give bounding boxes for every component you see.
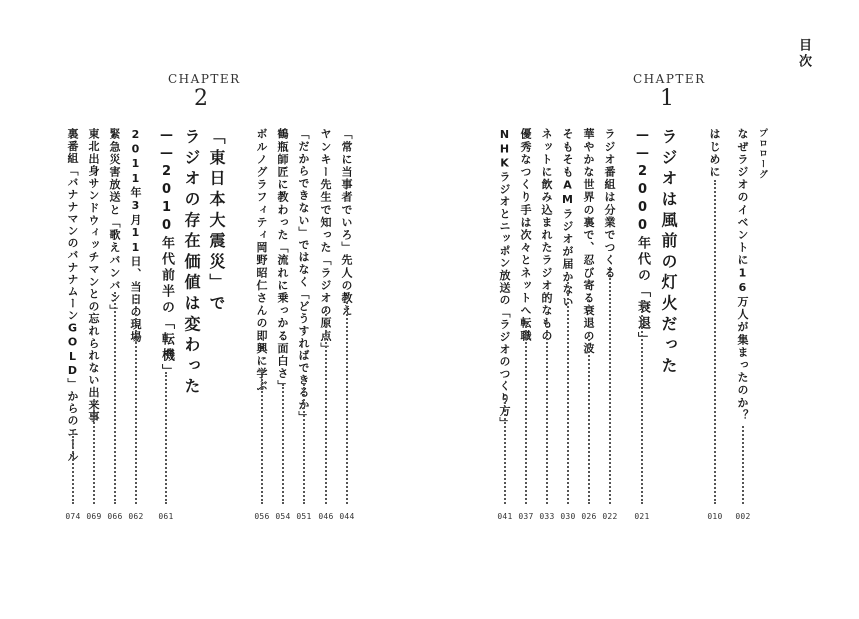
ch1-entry-3-page: 030 <box>560 512 576 521</box>
ch2-entry-4-dots <box>72 436 74 504</box>
ch1-extra-4-page: 054 <box>275 512 291 521</box>
toc-title: 目次 <box>796 38 811 70</box>
chapter-2-label: CHAPTER <box>168 72 241 86</box>
ch2-entry-2-dots <box>114 292 116 504</box>
ch1-entry-6-page: 041 <box>497 512 513 521</box>
ch2-entry-2: 緊急災害放送と「歌えバンバン」 <box>108 128 121 317</box>
ch2-entry-1-page: 062 <box>128 512 144 521</box>
ch1-entry-1-dots <box>609 267 611 504</box>
intro-title: はじめに <box>708 128 721 179</box>
chapter-2-subtitle-dots <box>165 372 167 504</box>
ch1-extra-4-dots <box>282 384 284 504</box>
ch1-entry-4: ネットに飲み込まれたラジオ的なもの <box>540 128 553 343</box>
ch1-entry-6-dots <box>504 394 506 504</box>
ch1-entry-4-page: 033 <box>539 512 555 521</box>
ch1-entry-3-dots <box>567 282 569 504</box>
ch2-entry-3-page: 069 <box>86 512 102 521</box>
ch1-extra-2: ヤンキー先生で知った「ラジオの原点」 <box>319 128 332 355</box>
chapter-1-label: CHAPTER <box>633 72 706 86</box>
ch1-extra-5-page: 056 <box>254 512 270 521</box>
chapter-2-subtitle: ——2010年代前半の「転機」 <box>159 128 174 380</box>
prologue-label: プロローグ <box>757 128 767 180</box>
chapter-1-subtitle: ——2000年代の「衰退」 <box>635 128 650 348</box>
ch2-entry-4-page: 074 <box>65 512 81 521</box>
chapter-2-heading-line-1: 「東日本大震災」で <box>207 128 226 316</box>
ch2-entry-3: 東北出身サンドウィッチマンとの忘れられない出来事 <box>87 128 100 424</box>
chapter-1-heading: ラジオは風前の灯火だった <box>659 128 678 378</box>
ch1-entry-5-dots <box>525 322 527 504</box>
ch1-extra-4: 鶴瓶師匠に教わった「流れに乗っかる面白さ」 <box>276 128 289 393</box>
ch2-entry-3-dots <box>93 410 95 504</box>
ch1-entry-1-page: 022 <box>602 512 618 521</box>
ch1-extra-3-page: 051 <box>296 512 312 521</box>
ch1-entry-5-page: 037 <box>518 512 534 521</box>
intro-page: 010 <box>707 512 723 521</box>
chapter-1-subtitle-page: 021 <box>634 512 650 521</box>
chapter-1-number: 1 <box>660 86 674 111</box>
ch1-extra-1-dots <box>346 297 348 504</box>
intro-dots <box>714 180 716 504</box>
ch2-entry-4: 裏番組「バナナマンのバナナムーンGOLD」からのエール <box>66 128 79 463</box>
ch2-entry-1: 2011年3月11日、当日の現場 <box>129 128 142 344</box>
ch1-extra-5-dots <box>261 372 263 504</box>
ch1-extra-2-page: 046 <box>318 512 334 521</box>
ch2-entry-2-page: 066 <box>107 512 123 521</box>
ch1-extra-3-dots <box>303 384 305 504</box>
ch1-extra-1-page: 044 <box>339 512 355 521</box>
chapter-1-subtitle-dots <box>641 300 643 504</box>
ch1-extra-5: ボルノグラフィティ岡野昭仁さんの即興に学ぶ <box>255 128 268 393</box>
ch1-entry-6: NHKラジオとニッポン放送の「ラジオのつくり方」 <box>498 128 511 430</box>
ch1-entry-2: 華やかな世界の裏で、忍び寄る衰退の波 <box>582 128 595 355</box>
ch1-extra-2-dots <box>325 307 327 504</box>
ch1-extra-1: 「常に当事者でいろ」先人の教え <box>340 128 353 317</box>
prologue-page: 002 <box>735 512 751 521</box>
chapter-2-number: 2 <box>194 86 208 111</box>
ch1-entry-2-page: 026 <box>581 512 597 521</box>
ch1-entry-2-dots <box>588 332 590 504</box>
prologue-title: なぜラジオのイベントに16万人が集まったのか？ <box>736 128 749 422</box>
ch1-entry-4-dots <box>546 322 548 504</box>
ch1-entry-3: そもそもAMラジオが届かない <box>561 128 574 309</box>
ch1-entry-1: ラジオ番組は分業でつくる <box>603 128 616 280</box>
prologue-dots <box>742 426 744 504</box>
ch2-entry-1-dots <box>135 294 137 504</box>
ch1-extra-3: 「だからできない」ではなく「どうすればできるか」 <box>297 128 310 424</box>
chapter-2-heading-line-2: ラジオの存在価値は変わった <box>182 128 201 399</box>
ch1-entry-5: 優秀なつくり手は次々とネットへ転職 <box>519 128 532 343</box>
chapter-2-subtitle-page: 061 <box>158 512 174 521</box>
